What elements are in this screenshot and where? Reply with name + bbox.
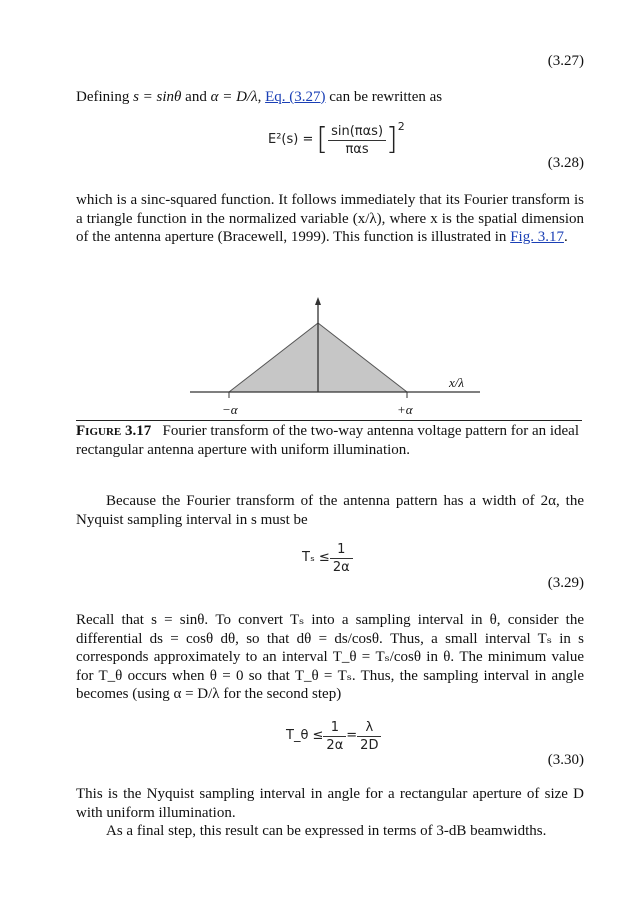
paragraph-fourier-width: Because the Fourier transform of the antenna pattern has a width of 2α, the Nyquist sampling interval in s must be [76, 493, 584, 528]
eq329-denominator: 2α [332, 559, 350, 575]
eq330-fraction-1 [323, 719, 346, 754]
equation-number-3-27: (3.27) [547, 53, 584, 69]
tick-label-minus-alpha: −α [222, 402, 238, 417]
figure-3-17-plot [190, 292, 510, 420]
para1-and: and [181, 89, 211, 105]
link-fig-3-17[interactable]: Fig. 3.17 [510, 229, 564, 245]
eq328-right-bracket: ] [386, 122, 398, 157]
tick-label-plus-alpha: +α [397, 402, 413, 417]
eq330-numerator-1: 1 [323, 719, 346, 737]
eq330-denominator-1: 2α [326, 737, 344, 753]
paragraph-final-step: As a final step, this result can be expressed in terms of 3-dB beamwidths. [106, 823, 547, 839]
paragraph-sinc-squared [76, 191, 584, 247]
eq328-lhs: E²(s) = [268, 131, 314, 147]
x-axis-label: x/λ [449, 375, 465, 390]
eq330-equals: = [346, 727, 358, 743]
para1-def-alpha: α = D/λ [210, 89, 258, 105]
caption-text: Fourier transform of the two-way antenna voltage pattern for an ideal rectangular antenna aperture with uniform illumination. [76, 423, 579, 458]
paragraph-nyquist-angle: This is the Nyquist sampling interval in angle for a rectangular aperture of size D with uniform illumination. [76, 786, 584, 821]
y-axis-arrow-icon [315, 297, 321, 305]
equation-number-3-30: (3.30) [547, 752, 584, 768]
eq330-lhs: T_θ ≤ [286, 727, 324, 743]
eq329-lhs: Tₛ ≤ [302, 549, 330, 565]
equation-number-3-29: (3.29) [547, 575, 584, 591]
paragraph-defining [76, 88, 584, 107]
paragraph-recall: Recall that s = sinθ. To convert Tₛ into a sampling interval in θ, consider the differential ds = cosθ dθ, so that dθ = ds/cosθ. Thus, a small interval Tₛ in s corresponds approximately to an interval T_θ = Tₛ/cosθ in θ. The minimum value for T_θ occurs when θ = 0 so that T_θ = Tₛ. Thus, the sampling interval in angle becomes (using α = D/λ for the second step) [76, 612, 584, 702]
eq328-fraction [328, 123, 386, 158]
eq329-numerator: 1 [330, 541, 353, 559]
caption-label: Figure 3.17 [76, 423, 152, 439]
eq330-numerator-2: λ [357, 719, 381, 737]
eq330-denominator-2: 2D [360, 737, 379, 753]
figure-caption-rule [76, 420, 582, 421]
eq328-numerator: sin(παs) [328, 123, 386, 141]
equation-3-28 [268, 120, 405, 160]
equation-number-3-28: (3.28) [547, 155, 584, 171]
para1-post: can be rewritten as [325, 89, 443, 105]
eq329-fraction [330, 541, 353, 576]
para1-pre: Defining [76, 89, 134, 105]
eq328-exponent: 2 [397, 120, 405, 133]
para1-comma: , [257, 89, 266, 105]
equation-3-30 [286, 716, 381, 756]
link-eq-3-27[interactable]: Eq. (3.27) [265, 89, 326, 105]
eq328-left-bracket: [ [316, 122, 329, 157]
figure-caption [76, 422, 584, 460]
equation-3-29 [302, 538, 353, 578]
para2-post: . [563, 229, 568, 245]
eq328-denominator: παs [345, 141, 369, 157]
para1-def-s: s = sinθ [133, 89, 182, 105]
para2-text: which is a sinc-squared function. It follows immediately that its Fourier transform is a triangle function in the normalized variable (x/λ), where x is the spatial dimension of the antenna aperture (Bracewell, 1999). This function is illustrated in [76, 192, 584, 245]
eq330-fraction-2 [357, 719, 381, 754]
